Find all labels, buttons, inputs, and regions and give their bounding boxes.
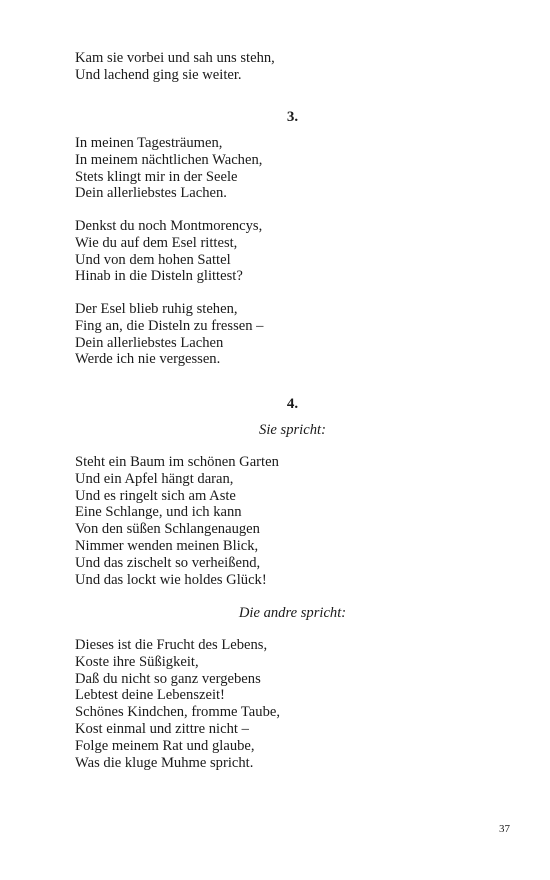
verse-line: Und das zischelt so verheißend, xyxy=(75,554,261,571)
section-heading-3: 3. xyxy=(286,109,299,125)
verse-line: Folge meinem Rat und glaube, xyxy=(75,737,255,754)
verse-line: Eine Schlange, und ich kann xyxy=(75,504,242,521)
verse-line: Der Esel blieb ruhig stehen, xyxy=(75,301,238,317)
verse-line: Und von dem hohen Sattel xyxy=(75,251,231,268)
verse-line: Von den süßen Schlangenaugen xyxy=(75,521,260,538)
verse-line: Und ein Apfel hängt daran, xyxy=(75,470,234,487)
section-heading-4: 4. xyxy=(286,396,299,412)
section4-stanza-2 xyxy=(75,637,510,771)
verse-line: Fing an, die Disteln zu fressen – xyxy=(75,317,264,334)
section3-stanza-2 xyxy=(75,218,510,285)
section3-stanza-3 xyxy=(75,301,510,368)
verse-line: Werde ich nie vergessen. xyxy=(75,351,221,368)
verse-line: Dein allerliebstes Lachen. xyxy=(75,185,227,202)
speaker-label-2: Die andre spricht: xyxy=(238,605,347,621)
verse-line: Hinab in die Disteln glittest? xyxy=(75,268,243,285)
verse-line: Wie du auf dem Esel rittest, xyxy=(75,234,238,251)
verse-line: Und es ringelt sich am Aste xyxy=(75,487,236,504)
verse-line: Und lachend ging sie weiter. xyxy=(75,66,242,83)
verse-line: Lebtest deine Lebenszeit! xyxy=(75,687,225,704)
verse-line: Denkst du noch Montmorencys, xyxy=(75,218,263,234)
verse-line: Und das lockt wie holdes Glück! xyxy=(75,571,267,588)
verse-line: Steht ein Baum im schönen Garten xyxy=(75,454,279,470)
speaker-label-1: Sie spricht: xyxy=(259,422,326,438)
verse-line: Dein allerliebstes Lachen xyxy=(75,334,224,351)
verse-line: Kost einmal und zittre nicht – xyxy=(75,720,249,737)
verse-line: In meinem nächtlichen Wachen, xyxy=(75,151,263,168)
section4-stanza-1 xyxy=(75,454,510,588)
verse-line: Daß du nicht so ganz vergebens xyxy=(75,670,261,687)
verse-line: Nimmer wenden meinen Blick, xyxy=(75,537,259,554)
verse-line: In meinen Tagesträumen, xyxy=(75,135,223,151)
verse-line: Was die kluge Muhme spricht. xyxy=(75,754,254,771)
verse-line: Schönes Kindchen, fromme Taube, xyxy=(75,704,280,721)
verse-line: Stets klingt mir in der Seele xyxy=(75,168,238,185)
verse-line: Koste ihre Süßigkeit, xyxy=(75,653,199,670)
page-number: 37 xyxy=(499,823,510,835)
verse-line: Kam sie vorbei und sah uns stehn, xyxy=(75,50,275,66)
section3-stanza-1 xyxy=(75,135,510,202)
stanza-continuation xyxy=(75,50,510,84)
verse-line: Dieses ist die Frucht des Lebens, xyxy=(75,637,268,653)
